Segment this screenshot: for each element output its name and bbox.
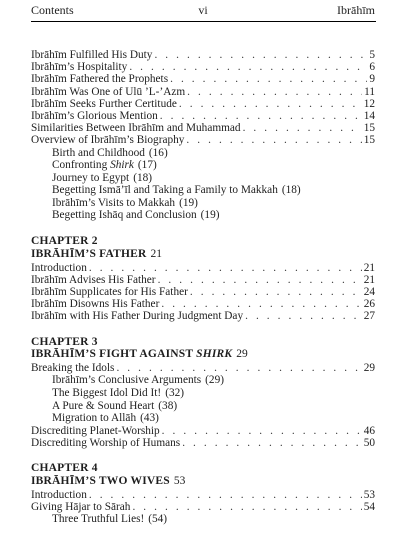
chapter-title-text [31, 348, 232, 360]
toc-entry-title: Ibrāhīm Seeks Further Certitude [31, 97, 177, 110]
toc-subentry-title: Begetting Ishāq and Conclusion [52, 209, 197, 222]
toc-entry [31, 61, 375, 73]
dot-leader [154, 49, 367, 61]
chapter-title-text: IBRĀHĪM’S TWO WIVES [31, 474, 170, 487]
toc-entry [31, 73, 375, 85]
toc-entry [31, 86, 375, 98]
toc-entry-page: 54 [363, 500, 375, 513]
chapter-title-part: IBRĀHĪM’S FIGHT AGAINST [31, 348, 197, 361]
dot-leader [158, 274, 362, 286]
toc-subentry-page: (17) [137, 159, 157, 172]
dot-leader [116, 362, 361, 374]
toc-subentry-page: (38) [158, 399, 178, 412]
toc-subentry-title: A Pure & Sound Heart [52, 399, 155, 412]
toc-subentry-title: Birth and Childhood [52, 146, 145, 159]
toc-subentry-page: (32) [165, 386, 185, 399]
toc-entry-title: Ibrāhīm Advises His Father [31, 273, 156, 286]
toc-entry-page: 50 [363, 436, 375, 449]
toc-entry [31, 122, 375, 134]
toc-entry-title: Ibrāhīm with His Father During Judgment Day [31, 310, 244, 323]
header-right: Ibrāhīm [337, 3, 375, 17]
chapter-number: CHAPTER 3 [31, 335, 98, 348]
dot-leader [160, 110, 362, 122]
dot-leader [132, 501, 361, 513]
header-rule [31, 21, 376, 22]
toc-entry [31, 286, 375, 298]
toc-entry-title: Discrediting Worship of Humans [31, 436, 181, 449]
toc-subentry [31, 159, 375, 172]
toc-entry [31, 98, 375, 110]
toc-entry-title: Discrediting Planet-Worship [31, 424, 160, 437]
toc-entry-title: Ibrāhīm’s Hospitality [31, 61, 128, 74]
toc-entry-title: Giving Hājar to Sārah [31, 500, 131, 513]
chapter-title [31, 475, 375, 488]
toc-entry-page: 21 [363, 273, 375, 286]
toc-entry-title: Introduction [31, 261, 87, 274]
toc-subentry-page: (18) [281, 184, 301, 197]
toc-entry [31, 362, 375, 374]
dot-leader [190, 286, 362, 298]
toc-subentry-page: (43) [140, 412, 159, 425]
dot-leader [129, 61, 367, 73]
dot-leader [245, 310, 362, 322]
dot-leader [89, 262, 362, 274]
toc-subentry [31, 184, 375, 197]
dot-leader [179, 98, 362, 110]
chapter-title-text: IBRĀHĪM’S FATHER [31, 247, 147, 260]
toc-entry [31, 298, 375, 310]
toc-subentry [31, 197, 375, 210]
dot-leader [187, 86, 362, 98]
toc-entry-page: 11 [364, 85, 375, 98]
chapter-page: 53 [173, 474, 186, 487]
chapter-number: CHAPTER 4 [31, 462, 98, 475]
toc-subentry [31, 209, 375, 222]
toc-entry [31, 501, 375, 513]
toc-entry [31, 489, 375, 501]
toc-entry-page: 6 [369, 61, 375, 74]
toc-entry-page: 9 [369, 73, 375, 86]
toc-subentry-page: (18) [133, 171, 153, 184]
toc-entry-page: 12 [363, 97, 375, 110]
toc-entry-title: Ibrāhīm Fulfilled His Duty [31, 49, 153, 61]
dot-leader [161, 298, 361, 310]
toc-entry-page: 46 [363, 424, 375, 437]
toc-entry [31, 110, 375, 122]
toc-entry-title: Introduction [31, 488, 87, 501]
dot-leader [170, 73, 367, 85]
section-gap [31, 449, 375, 462]
toc-subentry-title: The Biggest Idol Did It! [52, 386, 162, 399]
toc-entry-page: 26 [363, 298, 375, 311]
chapter-number: CHAPTER 2 [31, 235, 98, 248]
toc-entry-page: 5 [369, 49, 375, 61]
chapter-title [31, 348, 375, 361]
toc-entry [31, 274, 375, 286]
toc-subentry-title: Confronting [52, 159, 111, 172]
toc-entry-page: 27 [363, 310, 375, 323]
toc-entry [31, 49, 375, 61]
toc-subentry-title: Migration to Allāh [52, 412, 137, 425]
toc-subentry-title: Journey to Egypt [52, 171, 130, 184]
toc-entry-page: 15 [363, 122, 375, 135]
toc-entry-title: Overview of Ibrāhīm’s Biography [31, 134, 185, 147]
toc-subentry [31, 400, 375, 413]
toc-entry-page: 21 [363, 261, 375, 274]
dot-leader [186, 134, 361, 146]
toc-entry-title: Ibrāhīm Fathered the Prophets [31, 73, 169, 86]
toc-entry-page: 53 [363, 488, 375, 501]
toc-entry [31, 310, 375, 322]
toc-subentry [31, 412, 375, 425]
chapter-page: 21 [150, 247, 163, 260]
toc-entry-title: Ibrāhīm Disowns His Father [31, 298, 160, 311]
section-gap [31, 323, 375, 336]
header-page-number: vi [198, 3, 208, 17]
toc-entry-page: 24 [363, 286, 375, 299]
toc-entry-page: 14 [363, 109, 375, 122]
toc-subentry-title: Begetting Ismā’īl and Taking a Family to Makkah [52, 184, 278, 197]
chapter-title [31, 248, 375, 261]
toc-body [31, 49, 375, 526]
toc-entry [31, 262, 375, 274]
toc-subentry-title: Ibrāhīm’s Conclusive Arguments [52, 374, 202, 387]
toc-entry-title: Breaking the Idols [31, 362, 115, 375]
dot-leader [162, 425, 362, 437]
toc-subentry [31, 513, 375, 526]
dot-leader [182, 437, 362, 449]
toc-subentry-page: (16) [148, 146, 168, 159]
chapter-page: 29 [236, 348, 248, 361]
running-header [31, 3, 375, 21]
header-left: Contents [31, 3, 74, 17]
toc-entry [31, 134, 375, 146]
toc-entry [31, 425, 375, 437]
toc-subentry [31, 147, 375, 160]
toc-entry [31, 437, 375, 449]
toc-subentry [31, 374, 375, 387]
toc-entry-page: 15 [363, 134, 375, 147]
toc-subentry-title-emphasis: Shirk [110, 159, 134, 172]
toc-subentry [31, 387, 375, 400]
dot-leader [89, 489, 362, 501]
toc-subentry-page: (19) [200, 209, 220, 222]
toc-entry-title: Ibrāhīm’s Glorious Mention [31, 109, 158, 122]
toc-entry-title: Similarities Between Ibrāhīm and Muhammad [31, 122, 241, 135]
toc-subentry-title: Ibrāhīm’s Visits to Makkah [52, 196, 176, 209]
section-gap [31, 222, 375, 235]
toc-subentry-page: (54) [148, 513, 168, 526]
chapter-title-emphasis: SHIRK [196, 348, 233, 361]
toc-subentry-page: (19) [179, 196, 198, 209]
toc-entry-page: 29 [363, 362, 375, 375]
toc-subentry [31, 172, 375, 185]
toc-entry-title: Ibrāhīm Was One of Ulū ’L-’Azm [31, 85, 186, 98]
toc-subentry-title: Three Truthful Lies! [52, 513, 145, 526]
toc-entry-title: Ibrāhīm Supplicates for His Father [31, 286, 188, 299]
dot-leader [243, 122, 362, 134]
toc-subentry-page: (29) [205, 374, 224, 387]
